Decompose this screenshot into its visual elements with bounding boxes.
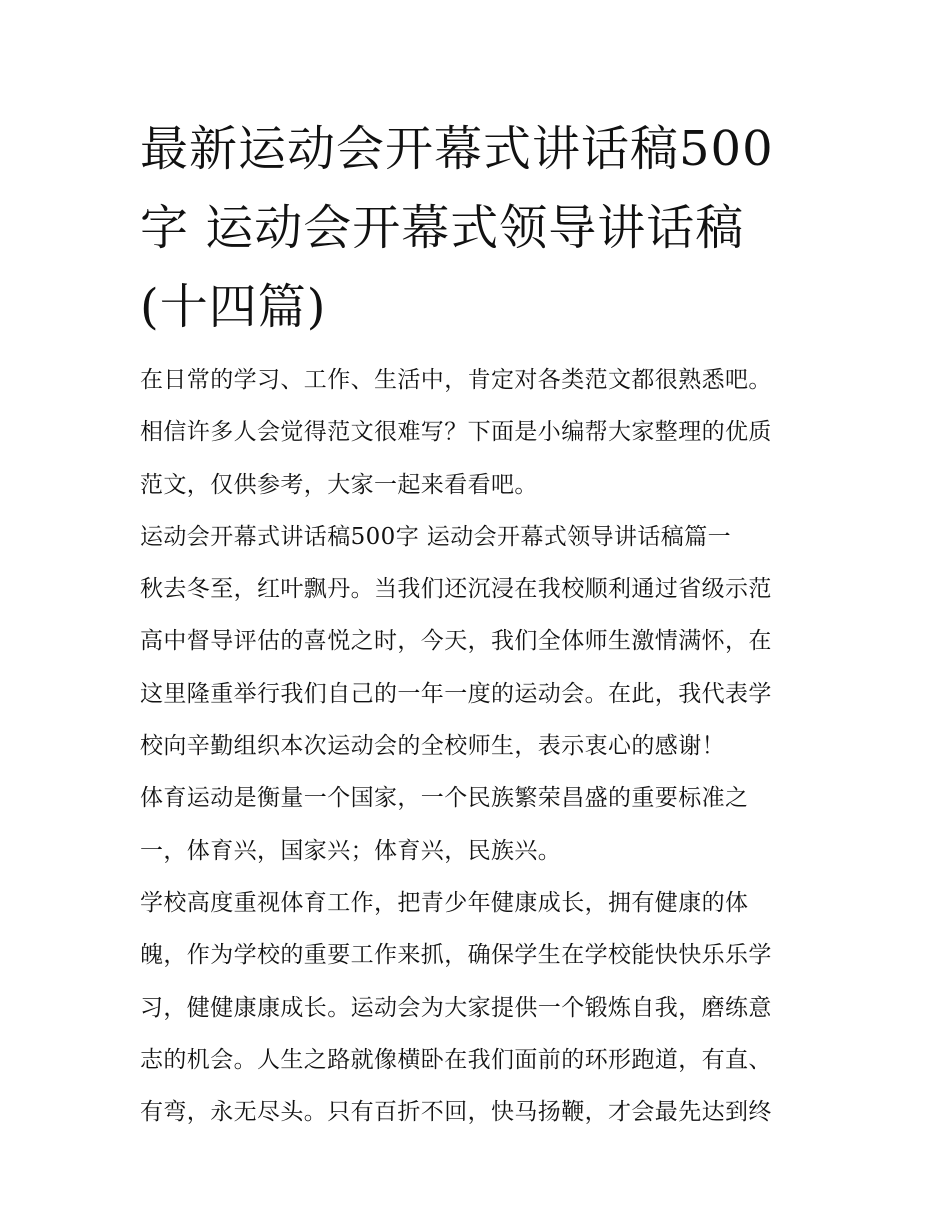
title-line: 最新运动会开幕式讲话稿500: [140, 121, 774, 177]
text-line: 范文，仅供参考，大家一起来看看吧。: [140, 471, 538, 498]
text-line: 体育运动是衡量一个国家，一个民族繁荣昌盛的重要标准之: [140, 785, 749, 812]
text-line: 运动会开幕式讲话稿500字 运动会开幕式领导讲话稿篇一: [140, 523, 732, 550]
paragraph: [140, 563, 820, 772]
document-body: [140, 354, 820, 1138]
title-line: (十四篇): [140, 279, 327, 335]
text-line: 学校高度重视体育工作，把青少年健康成长，拥有健康的体: [140, 889, 749, 916]
text-line: 志的机会。人生之路就像横卧在我们面前的环形跑道，有直、: [140, 1046, 772, 1073]
paragraph: [140, 877, 820, 1138]
paragraph-intro: [140, 354, 820, 511]
title-line: 字 运动会开幕式领导讲话稿: [140, 200, 745, 256]
text-line: 高中督导评估的喜悦之时，今天，我们全体师生激情满怀，在: [140, 628, 772, 655]
text-line: 习，健健康康成长。运动会为大家提供一个锻炼自我，磨练意: [140, 994, 772, 1021]
text-line: 有弯，永无尽头。只有百折不回，快马扬鞭，才会最先达到终: [140, 1099, 772, 1126]
text-line: 这里隆重举行我们自己的一年一度的运动会。在此，我代表学: [140, 680, 772, 707]
document-title: [140, 110, 820, 347]
text-line: 相信许多人会觉得范文很难写？下面是小编帮大家整理的优质: [140, 419, 772, 446]
text-line: 在日常的学习、工作、生活中，肯定对各类范文都很熟悉吧。: [140, 367, 772, 393]
section-heading: [140, 511, 820, 563]
text-line: 魄，作为学校的重要工作来抓，确保学生在学校能快快乐乐学: [140, 942, 772, 969]
text-line: 校向辛勤组织本次运动会的全校师生，表示衷心的感谢！: [140, 733, 725, 760]
paragraph: [140, 772, 820, 877]
text-line: 秋去冬至，红叶飘丹。当我们还沉浸在我校顺利通过省级示范: [140, 576, 772, 603]
text-line: 一，体育兴，国家兴；体育兴，民族兴。: [140, 837, 562, 864]
